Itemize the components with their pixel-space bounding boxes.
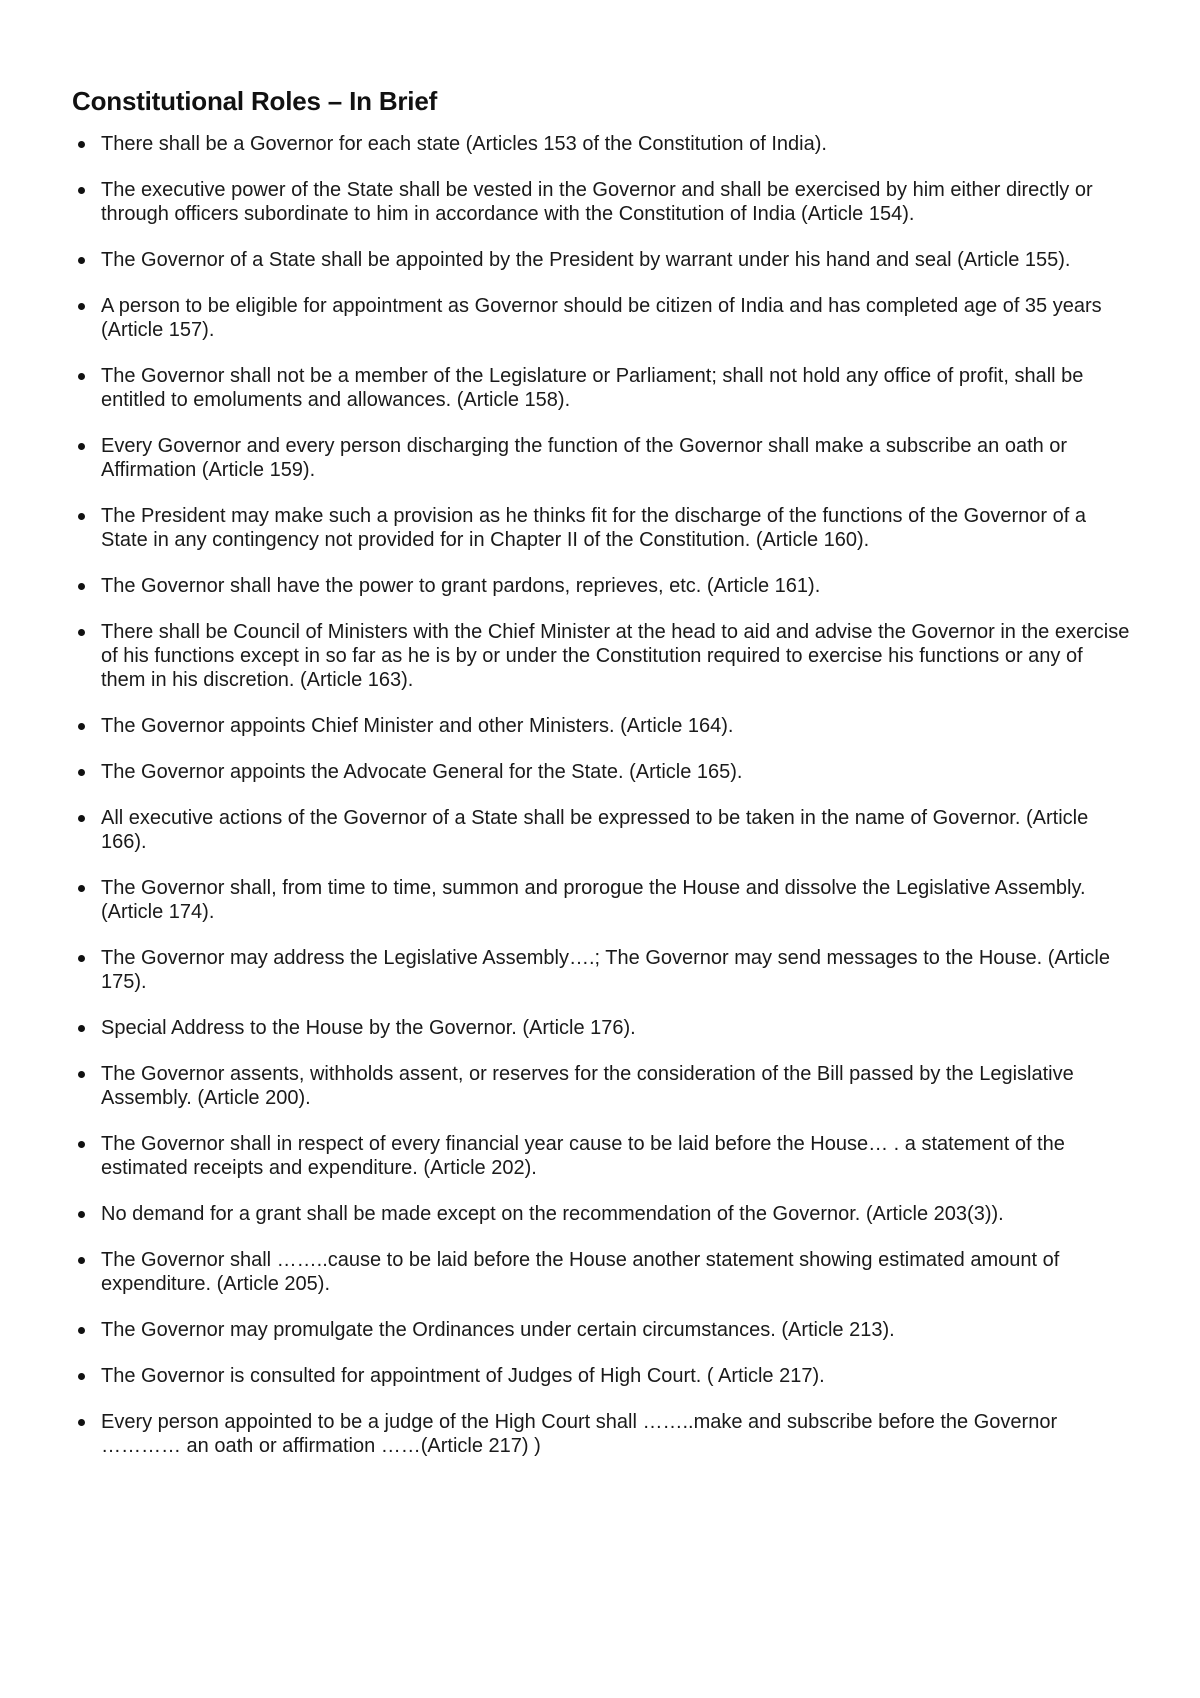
list-item [72, 504, 1132, 552]
list-item-text: There shall be a Governor for each state (Articles 153 of the Constitution of India). [101, 133, 827, 155]
list-item-text: Every Governor and every person discharging the function of the Governor shall make a subscribe an oath or Affirmation (Article 159). [101, 435, 1068, 481]
list-item [72, 1410, 1132, 1458]
bullet-icon [78, 629, 85, 636]
list-item-text: The Governor assents, withholds assent, or reserves for the consideration of the Bill passed by the Legislative Assembly. (Article 200). [101, 1063, 1074, 1109]
page-title: Constitutional Roles – In Brief [72, 86, 438, 116]
bullet-icon [78, 1071, 85, 1078]
bullet-icon [78, 1141, 85, 1148]
list-item [72, 1202, 1132, 1226]
list-item [72, 574, 1132, 598]
list-item [72, 132, 1132, 156]
bullet-list [72, 132, 1132, 1480]
bullet-icon [78, 1025, 85, 1032]
bullet-icon [78, 513, 85, 520]
bullet-icon [78, 373, 85, 380]
bullet-icon [78, 141, 85, 148]
list-item [72, 620, 1132, 692]
list-item [72, 178, 1132, 226]
list-item-text: The Governor of a State shall be appointed by the President by warrant under his hand and seal (Article 155). [101, 249, 1071, 271]
bullet-icon [78, 815, 85, 822]
list-item [72, 714, 1132, 738]
list-item-text: The President may make such a provision as he thinks fit for the discharge of the functions of the Governor of a State in any contingency not provided for in Chapter II of the Constitution. (Article 160). [101, 505, 1086, 551]
list-item [72, 434, 1132, 482]
list-item-text: The executive power of the State shall be vested in the Governor and shall be exercised by him either directly or through officers subordinate to him in accordance with the Constitution of India (Article 154). [101, 179, 1093, 225]
list-item [72, 760, 1132, 784]
list-item [72, 1132, 1132, 1180]
list-item [72, 248, 1132, 272]
bullet-icon [78, 257, 85, 264]
bullet-icon [78, 1211, 85, 1218]
bullet-icon [78, 885, 85, 892]
list-item-text: No demand for a grant shall be made except on the recommendation of the Governor. (Article 203(3)). [101, 1203, 1004, 1225]
bullet-icon [78, 303, 85, 310]
list-item [72, 294, 1132, 342]
list-item [72, 806, 1132, 854]
list-item-text: The Governor shall, from time to time, summon and prorogue the House and dissolve the Legislative Assembly. (Article 174). [101, 877, 1086, 923]
list-item [72, 876, 1132, 924]
list-item-text: The Governor may promulgate the Ordinances under certain circumstances. (Article 213). [101, 1319, 895, 1341]
bullet-icon [78, 1373, 85, 1380]
list-item-text: The Governor shall ……..cause to be laid before the House another statement showing estimated amount of expenditure. (Article 205). [101, 1249, 1060, 1295]
list-item [72, 946, 1132, 994]
list-item-text: All executive actions of the Governor of a State shall be expressed to be taken in the name of Governor. (Article 166). [101, 807, 1089, 853]
bullet-icon [78, 955, 85, 962]
list-item-text: The Governor shall not be a member of the Legislature or Parliament; shall not hold any office of profit, shall be entitled to emoluments and allowances. (Article 158). [101, 365, 1084, 411]
bullet-icon [78, 583, 85, 590]
bullet-icon [78, 443, 85, 450]
list-item-text: The Governor shall have the power to grant pardons, reprieves, etc. (Article 161). [101, 575, 821, 597]
list-item-text: Every person appointed to be a judge of the High Court shall ……..make and subscribe before the Governor ………… an oath or affirmation ……(Article 217) ) [101, 1411, 1058, 1457]
bullet-icon [78, 187, 85, 194]
list-item [72, 1248, 1132, 1296]
list-item [72, 1318, 1132, 1342]
bullet-icon [78, 769, 85, 776]
list-item-text: The Governor may address the Legislative Assembly….; The Governor may send messages to the House. (Article 175). [101, 947, 1110, 993]
bullet-icon [78, 1327, 85, 1334]
list-item [72, 1016, 1132, 1040]
bullet-icon [78, 1419, 85, 1426]
list-item-text: The Governor is consulted for appointment of Judges of High Court. ( Article 217). [101, 1365, 825, 1387]
list-item-text: There shall be Council of Ministers with the Chief Minister at the head to aid and advise the Governor in the exercise of his functions except in so far as he is by or under the Constitution required to exercise his functions or any of them in his discretion. (Article 163). [101, 621, 1130, 691]
list-item [72, 364, 1132, 412]
list-item-text: Special Address to the House by the Governor. (Article 176). [101, 1017, 636, 1039]
bullet-icon [78, 723, 85, 730]
list-item-text: The Governor appoints Chief Minister and other Ministers. (Article 164). [101, 715, 734, 737]
list-item [72, 1364, 1132, 1388]
list-item [72, 1062, 1132, 1110]
list-item-text: A person to be eligible for appointment as Governor should be citizen of India and has completed age of 35 years (Article 157). [101, 295, 1102, 341]
list-item-text: The Governor shall in respect of every financial year cause to be laid before the House… . a statement of the estimated receipts and expenditure. (Article 202). [101, 1133, 1065, 1179]
list-item-text: The Governor appoints the Advocate General for the State. (Article 165). [101, 761, 743, 783]
bullet-icon [78, 1257, 85, 1264]
